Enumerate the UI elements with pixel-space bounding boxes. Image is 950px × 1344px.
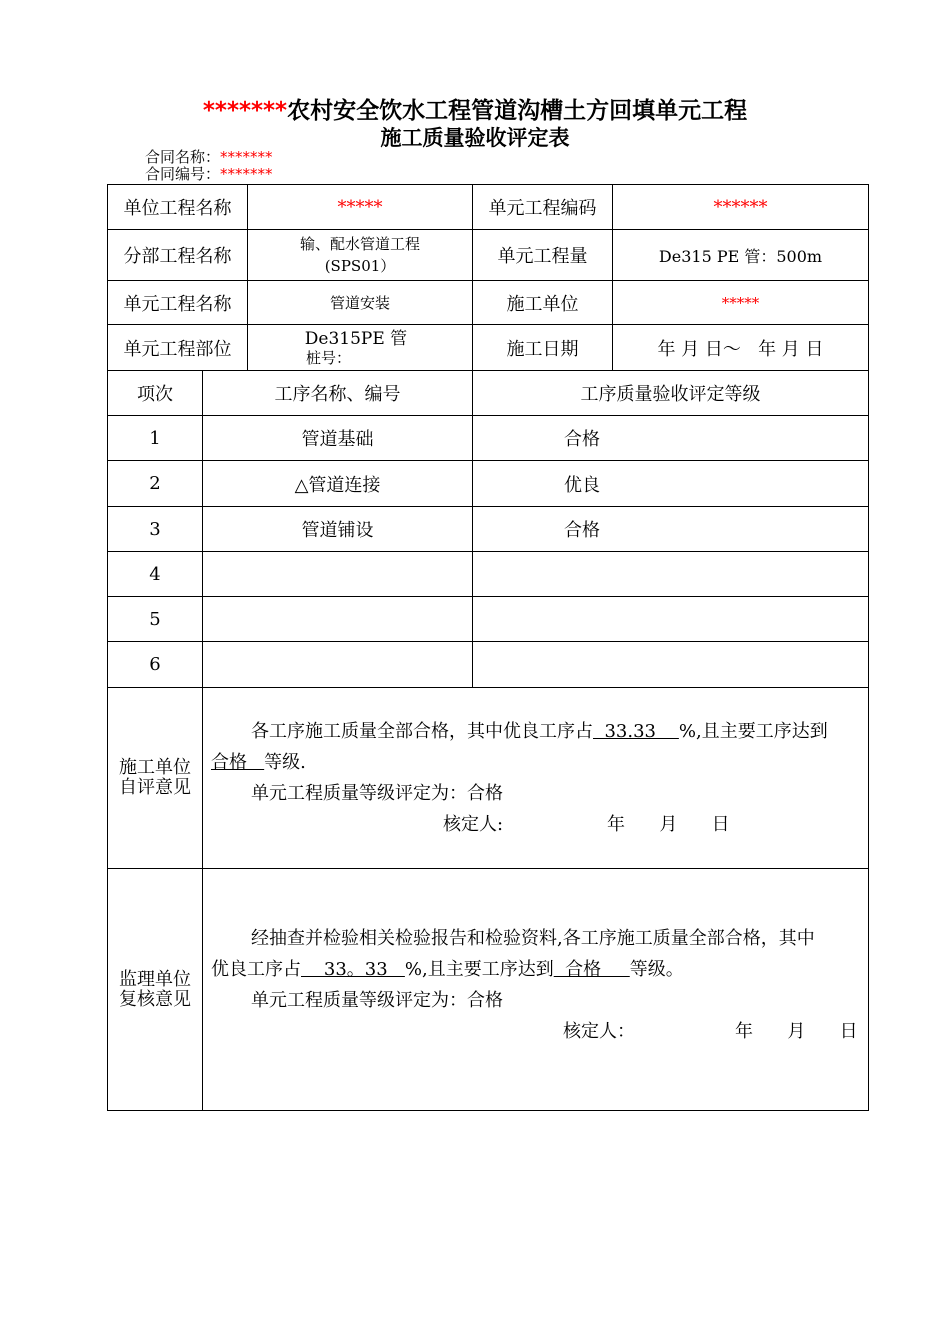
- process-grade: [473, 597, 869, 642]
- supervisor-eval-label: [108, 869, 203, 1111]
- element-qty-value: De315 PE 管：500m: [613, 230, 869, 281]
- col-header-grade: 工序质量验收评定等级: [473, 371, 869, 416]
- process-name: [203, 552, 473, 597]
- supervisor-eval-text4: 等级。: [629, 959, 684, 980]
- page-title-line1: [0, 96, 950, 126]
- date-value: 年 月 日～ 年 月 日: [613, 325, 869, 371]
- element-location-line1: De315PE 管: [304, 328, 408, 349]
- supervisor-eval-sign-line: [211, 1016, 862, 1047]
- process-no: 4: [108, 552, 203, 597]
- date-label: 施工日期: [473, 325, 613, 371]
- contractor-value: *****: [613, 281, 869, 325]
- element-name-label: 单元工程名称: [108, 281, 248, 325]
- division-value-line2: (SPS01）: [324, 257, 396, 275]
- page-title-line2: 施工质量验收评定表: [380, 126, 570, 150]
- table-row: [108, 642, 869, 688]
- table-row: [108, 416, 869, 461]
- process-grade: 优良: [473, 461, 869, 507]
- self-eval-label-line2: 自评意见: [119, 777, 191, 798]
- self-eval-text1: 各工序施工质量全部合格，其中优良工序占: [251, 721, 593, 742]
- contract-number: [145, 166, 273, 183]
- supervisor-eval-label-line2: 复核意见: [119, 988, 191, 1010]
- process-name: [203, 642, 473, 688]
- process-no: 1: [108, 416, 203, 461]
- supervisor-eval-paragraph: [211, 954, 862, 985]
- table-row: [108, 597, 869, 642]
- self-eval-text2: %,且主要工序达到: [678, 721, 828, 742]
- self-eval-grade: 合格: [211, 752, 265, 773]
- unit-project-label: 单位工程名称: [108, 185, 248, 230]
- self-eval-sign-line: [211, 809, 862, 840]
- element-location-label: 单元工程部位: [108, 325, 248, 371]
- self-eval-paragraph: [211, 716, 862, 778]
- process-grade: 合格: [473, 507, 869, 552]
- col-header-name: 工序名称、编号: [203, 371, 473, 416]
- contract-number-value: *******: [220, 165, 273, 183]
- process-name: [203, 597, 473, 642]
- title-stars: *******: [202, 98, 288, 124]
- supervisor-eval-date: 年 月 日: [735, 1021, 858, 1042]
- contract-name-label: 合同名称：: [145, 148, 221, 166]
- element-code-label: 单元工程编码: [473, 185, 613, 230]
- process-no: 2: [108, 461, 203, 507]
- contract-number-label: 合同编号：: [145, 165, 221, 183]
- self-eval-signer: 核定人:: [443, 814, 504, 835]
- self-eval-label: [108, 688, 203, 869]
- division-label: 分部工程名称: [108, 230, 248, 281]
- division-value: [248, 230, 473, 281]
- supervisor-eval-label-line1: 监理单位: [119, 968, 191, 990]
- self-eval-text3: 等级.: [264, 752, 306, 773]
- division-value-line1: 输、配水管道工程: [299, 235, 420, 253]
- supervisor-eval-grade: 合格: [553, 959, 630, 980]
- process-no: 6: [108, 642, 203, 688]
- supervisor-eval-pct: 33。33: [301, 959, 405, 980]
- title-text: 农村安全饮水工程管道沟槽土方回填单元工程: [287, 98, 748, 124]
- unit-project-value: *****: [248, 185, 473, 230]
- process-grade: 合格: [473, 416, 869, 461]
- process-name: △管道连接: [203, 461, 473, 507]
- supervisor-eval-result: 单元工程质量等级评定为：合格: [251, 990, 503, 1011]
- contract-name-value: *******: [220, 148, 273, 166]
- table-row: [108, 552, 869, 597]
- contractor-label: 施工单位: [473, 281, 613, 325]
- supervisor-eval-text1: 经抽查并检验相关检验报告和检验资料,各工序施工质量全部合格，其中: [251, 928, 815, 949]
- evaluation-table: [107, 184, 869, 1111]
- self-eval-opinion: [203, 688, 869, 869]
- element-location-value: [248, 325, 473, 371]
- process-name: 管道铺设: [203, 507, 473, 552]
- process-name: 管道基础: [203, 416, 473, 461]
- self-eval-pct: 33.33: [593, 721, 679, 742]
- supervisor-eval-signer: 核定人：: [563, 1021, 635, 1042]
- self-eval-date: 年 月 日: [607, 814, 730, 835]
- self-eval-result: 单元工程质量等级评定为：合格: [251, 783, 503, 804]
- element-location-line2: 桩号：: [306, 348, 352, 367]
- process-grade: [473, 552, 869, 597]
- table-row: [108, 507, 869, 552]
- process-grade: [473, 642, 869, 688]
- contract-name: [145, 149, 273, 166]
- process-no: 5: [108, 597, 203, 642]
- process-no: 3: [108, 507, 203, 552]
- table-row: [108, 461, 869, 507]
- element-code-value: ******: [613, 185, 869, 230]
- supervisor-eval-text3: %,且主要工序达到: [404, 959, 554, 980]
- supervisor-eval-text2: 优良工序占: [211, 959, 301, 980]
- supervisor-eval-opinion: [203, 869, 869, 1111]
- element-name-value: 管道安装: [248, 281, 473, 325]
- self-eval-label-line1: 施工单位: [119, 757, 191, 778]
- col-header-no: 项次: [108, 371, 203, 416]
- element-qty-label: 单元工程量: [473, 230, 613, 281]
